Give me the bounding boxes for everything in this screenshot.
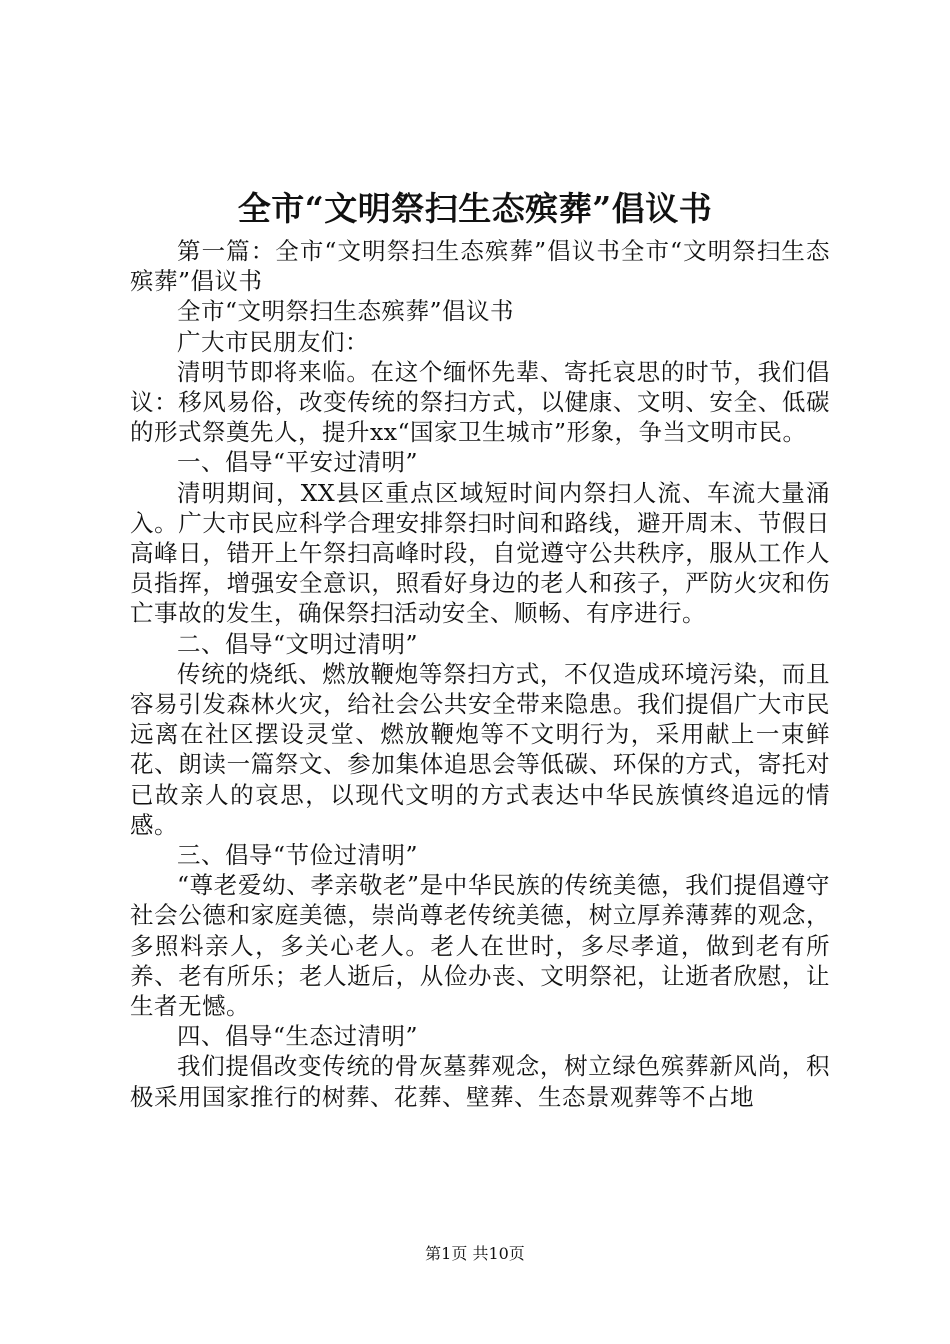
document-title: 全市“文明祭扫生态殡葬”倡议书 — [237, 189, 713, 228]
page-number: 第1页 共10页 — [425, 1244, 525, 1263]
document-body — [130, 236, 830, 1112]
section-heading-1: 一、倡导“平安过清明” — [177, 448, 419, 477]
paragraph-opening: 清明节即将来临。在这个缅怀先辈、寄托哀思的时节，我们倡议：移风易俗，改变传统的祭扫方式，以健康、文明、安全、低碳的形式祭奠先人，提升xx“国家卫生城市”形象，争当文明市民。 — [130, 357, 830, 447]
paragraph-salutation: 广大市民朋友们： — [177, 327, 369, 356]
paragraph-intro-heading: 第一篇：全市“文明祭扫生态殡葬”倡议书全市“文明祭扫生态殡葬”倡议书 — [130, 237, 830, 296]
section-heading-2: 二、倡导“文明过清明” — [177, 629, 419, 658]
section-heading-4: 四、倡导“生态过清明” — [177, 1022, 419, 1051]
paragraph-subtitle: 全市“文明祭扫生态殡葬”倡议书 — [177, 297, 515, 326]
paragraph-section-2: 传统的烧纸、燃放鞭炮等祭扫方式，不仅造成环境污染，而且容易引发森林火灾，给社会公共安全带来隐患。我们提倡广大市民远离在社区摆设灵堂、燃放鞭炮等不文明行为，采用献上一束鲜花、朗读一篇祭文、参加集体追思会等低碳、环保的方式，寄托对已故亲人的哀思，以现代文明的方式表达中华民族慎终追远的情感。 — [130, 659, 830, 839]
paragraph-section-3: “尊老爱幼、孝亲敬老”是中华民族的传统美德，我们提倡遵守社会公德和家庭美德，崇尚尊老传统美德，树立厚养薄葬的观念，多照料亲人，多关心老人。老人在世时，多尽孝道，做到老有所养、老有所乐；老人逝后，从俭办丧、文明祭祀，让逝者欣慰，让生者无憾。 — [130, 871, 830, 1021]
paragraph-section-4: 我们提倡改变传统的骨灰墓葬观念，树立绿色殡葬新风尚，积极采用国家推行的树葬、花葬、壁葬、生态景观葬等不占地 — [130, 1052, 830, 1111]
paragraph-section-1: 清明期间，XX县区重点区域短时间内祭扫人流、车流大量涌入。广大市民应科学合理安排祭扫时间和路线，避开周末、节假日高峰日，错开上午祭扫高峰时段，自觉遵守公共秩序，服从工作人员指挥，增强安全意识，照看好身边的老人和孩子，严防火灾和伤亡事故的发生，确保祭扫活动安全、顺畅、有序进行。 — [130, 478, 830, 628]
section-heading-3: 三、倡导“节俭过清明” — [177, 841, 419, 870]
